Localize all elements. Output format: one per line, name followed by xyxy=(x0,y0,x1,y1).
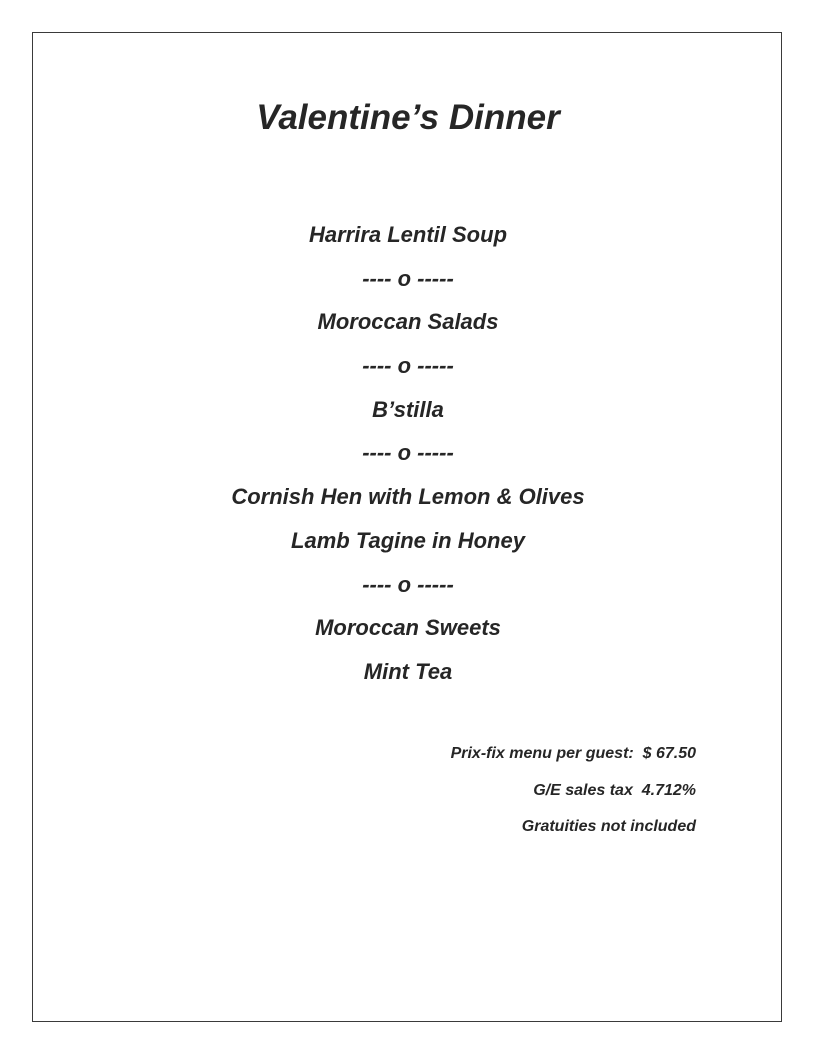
course-moroccan-sweets: Moroccan Sweets xyxy=(315,615,501,641)
price-per-guest: Prix-fix menu per guest: $ 67.50 xyxy=(450,745,696,762)
course-divider: ---- o ----- xyxy=(362,353,454,379)
course-harrira-soup: Harrira Lentil Soup xyxy=(308,222,508,247)
sales-tax: G/E sales tax 4.712% xyxy=(533,781,696,799)
course-cornish-hen: Cornish Hen with Lemon & Olives xyxy=(231,484,585,510)
course-divider: ---- o ----- xyxy=(362,571,454,597)
gratuity-note: Gratuities not included xyxy=(521,818,696,835)
course-bstilla: B’stilla xyxy=(372,396,444,422)
pricing-block xyxy=(451,740,696,850)
menu-title: Valentine’s Dinner xyxy=(256,98,560,137)
course-list xyxy=(0,218,816,699)
course-divider: ---- o ----- xyxy=(362,265,454,291)
course-mint-tea: Mint Tea xyxy=(363,658,453,684)
course-moroccan-salads: Moroccan Salads xyxy=(317,309,499,335)
course-divider: ---- o ----- xyxy=(362,440,454,466)
course-lamb-tagine: Lamb Tagine in Honey xyxy=(291,527,525,553)
